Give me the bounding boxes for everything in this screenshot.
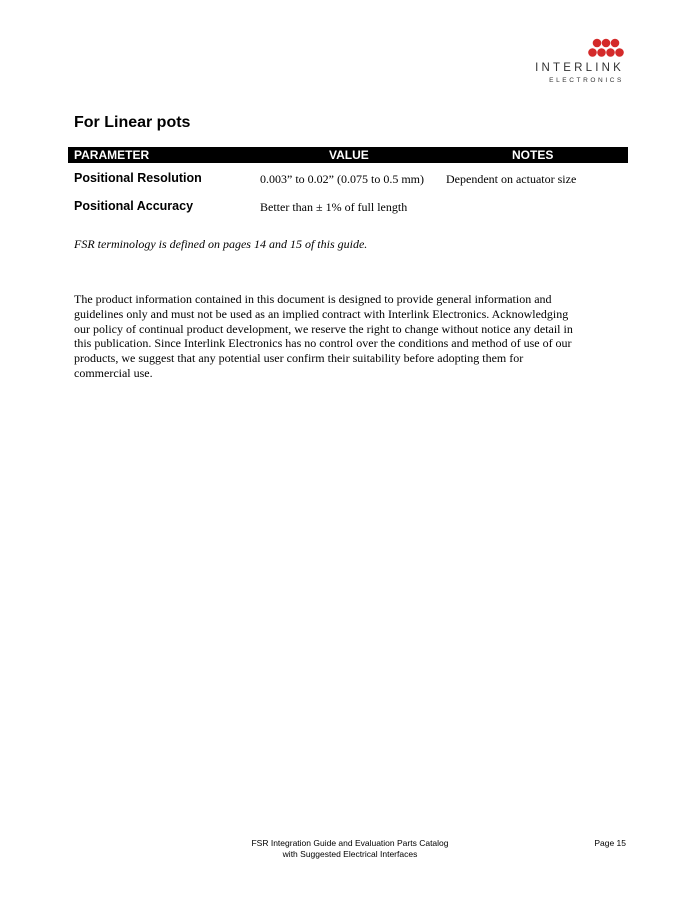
table-header [68, 147, 628, 163]
footer-title [200, 838, 500, 860]
footer-line-1: FSR Integration Guide and Evaluation Parts Catalog [251, 838, 449, 848]
page-number: Page 15 [594, 838, 626, 848]
logo-dots-icon [588, 38, 624, 60]
row-parameter: Positional Accuracy [74, 199, 194, 213]
disclaimer-line: The product information contained in this document is designed to provide general information and [74, 292, 552, 306]
header-notes: NOTES [512, 148, 554, 162]
section-title: For Linear pots [74, 114, 191, 131]
footer-line-2: with Suggested Electrical Interfaces [282, 849, 418, 859]
disclaimer-paragraph [74, 292, 630, 381]
row-notes: Dependent on actuator size [446, 172, 577, 186]
disclaimer-line: guidelines only and must not be used as an implied contract with Interlink Electronics. Acknowledging [74, 306, 569, 321]
logo-subtitle: ELECTRONICS [549, 77, 624, 84]
specs-table [68, 147, 628, 219]
logo-wordmark: INTERLINK [535, 62, 624, 74]
row-value: 0.003” to 0.02” (0.075 to 0.5 mm) [260, 172, 424, 186]
disclaimer-line: commercial use. [74, 365, 153, 380]
header-value: VALUE [329, 148, 369, 162]
disclaimer-line: our policy of continual product development, we reserve the right to change without notice any detail in [74, 321, 573, 336]
company-logo [528, 38, 624, 88]
row-parameter: Positional Resolution [74, 171, 202, 185]
table-row [68, 163, 628, 191]
header-parameter: PARAMETER [74, 148, 150, 162]
terminology-note: FSR terminology is defined on pages 14 and 15 of this guide. [74, 237, 368, 251]
table-row [68, 191, 628, 219]
row-value: Better than ± 1% of full length [260, 200, 408, 214]
disclaimer-line: this publication. Since Interlink Electronics has no control over the conditions and method of use of our [74, 336, 572, 351]
disclaimer-line: products, we suggest that any potential user confirm their suitability before adopting them for [74, 351, 524, 366]
